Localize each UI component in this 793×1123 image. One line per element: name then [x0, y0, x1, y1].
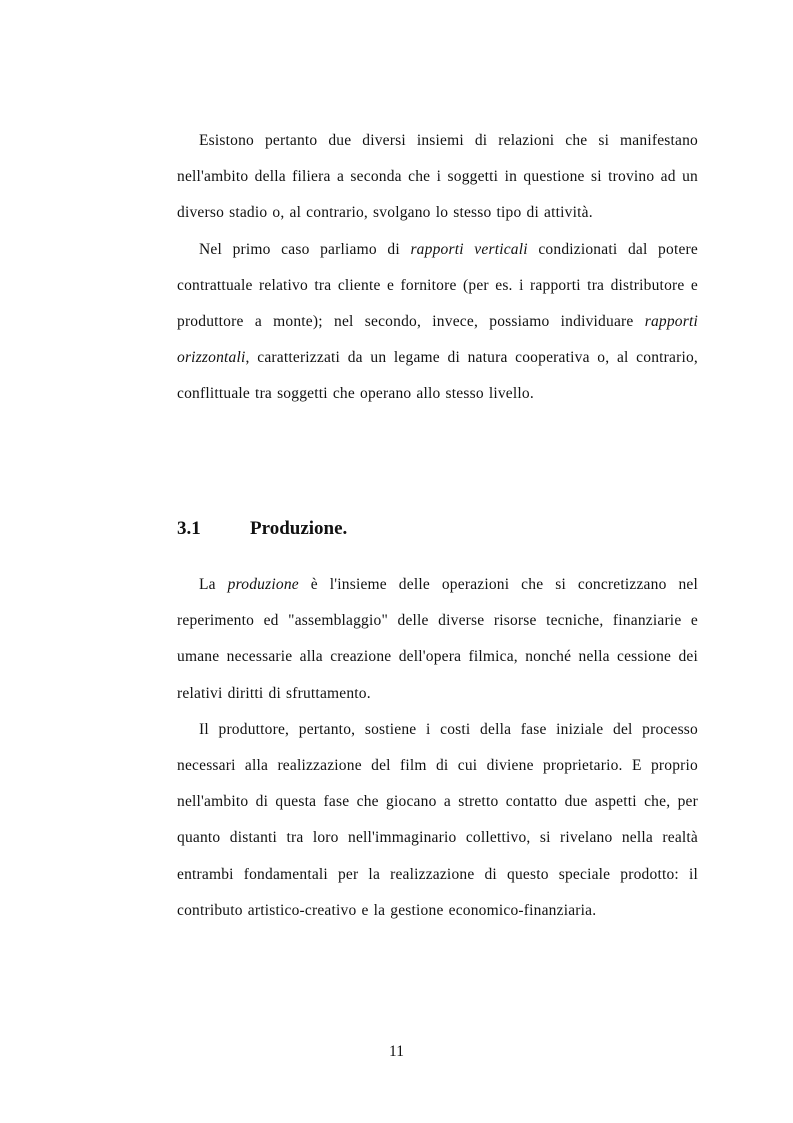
text-block-bottom [177, 567, 698, 929]
paragraph-text-segment: , caratterizzati da un legame di natura cooperativa o, al contrario, conflittuale tra soggetti che operano allo stesso livello. [177, 349, 698, 403]
section-heading [177, 512, 347, 546]
paragraph-text-segment: è l'insieme delle operazioni che si concretizzano nel reperimento ed "assemblaggio" delle diverse risorse tecniche, finanziarie e umane necessarie alla creazione dell'opera filmica, nonché nella cessione dei relativi diritti di sfruttamento. [177, 576, 698, 702]
page-number: 11 [389, 1043, 404, 1060]
paragraph-relations: Esistono pertanto due diversi insiemi di relazioni che si manifestano nell'ambito della filiera a seconda che i soggetti in questione si trovino ad un diverso stadio o, al contrario, svolgano lo stesso tipo di attività. [177, 132, 698, 222]
section-title: Produzione. [250, 518, 348, 539]
paragraph-producer-role: Il produttore, pertanto, sostiene i costi della fase iniziale del processo necessari alla realizzazione del film di cui diviene proprietario. E proprio nell'ambito di questa fase che giocano a stretto contatto due aspetti che, per quanto distanti tra loro nell'immaginario collettivo, si rivelano nella realtà entrambi fondamentali per la realizzazione di questo speciale prodotto: il contributo artistico-creativo e la gestione economico-finanziaria. [177, 720, 698, 919]
text-block-top [177, 123, 698, 413]
paragraph-text-segment: La [199, 576, 228, 593]
paragraph-production-definition [177, 567, 698, 712]
paragraph-text-segment: Nel primo caso parliamo di [199, 240, 411, 258]
term-rapporti-verticali: rapporti verticali [410, 240, 528, 258]
paragraph-vertical-horizontal [177, 232, 698, 413]
term-produzione: produzione [227, 576, 299, 593]
term-rapporti-orizzontali: rapporti orizzontali [177, 313, 698, 367]
section-number: 3.1 [177, 518, 201, 539]
paragraph-text-segment: condizionati dal potere contrattuale relativo tra cliente e fornitore (per es. i rapporti tra distributore e produttore a monte); nel secondo, invece, possiamo individuare [177, 240, 698, 331]
